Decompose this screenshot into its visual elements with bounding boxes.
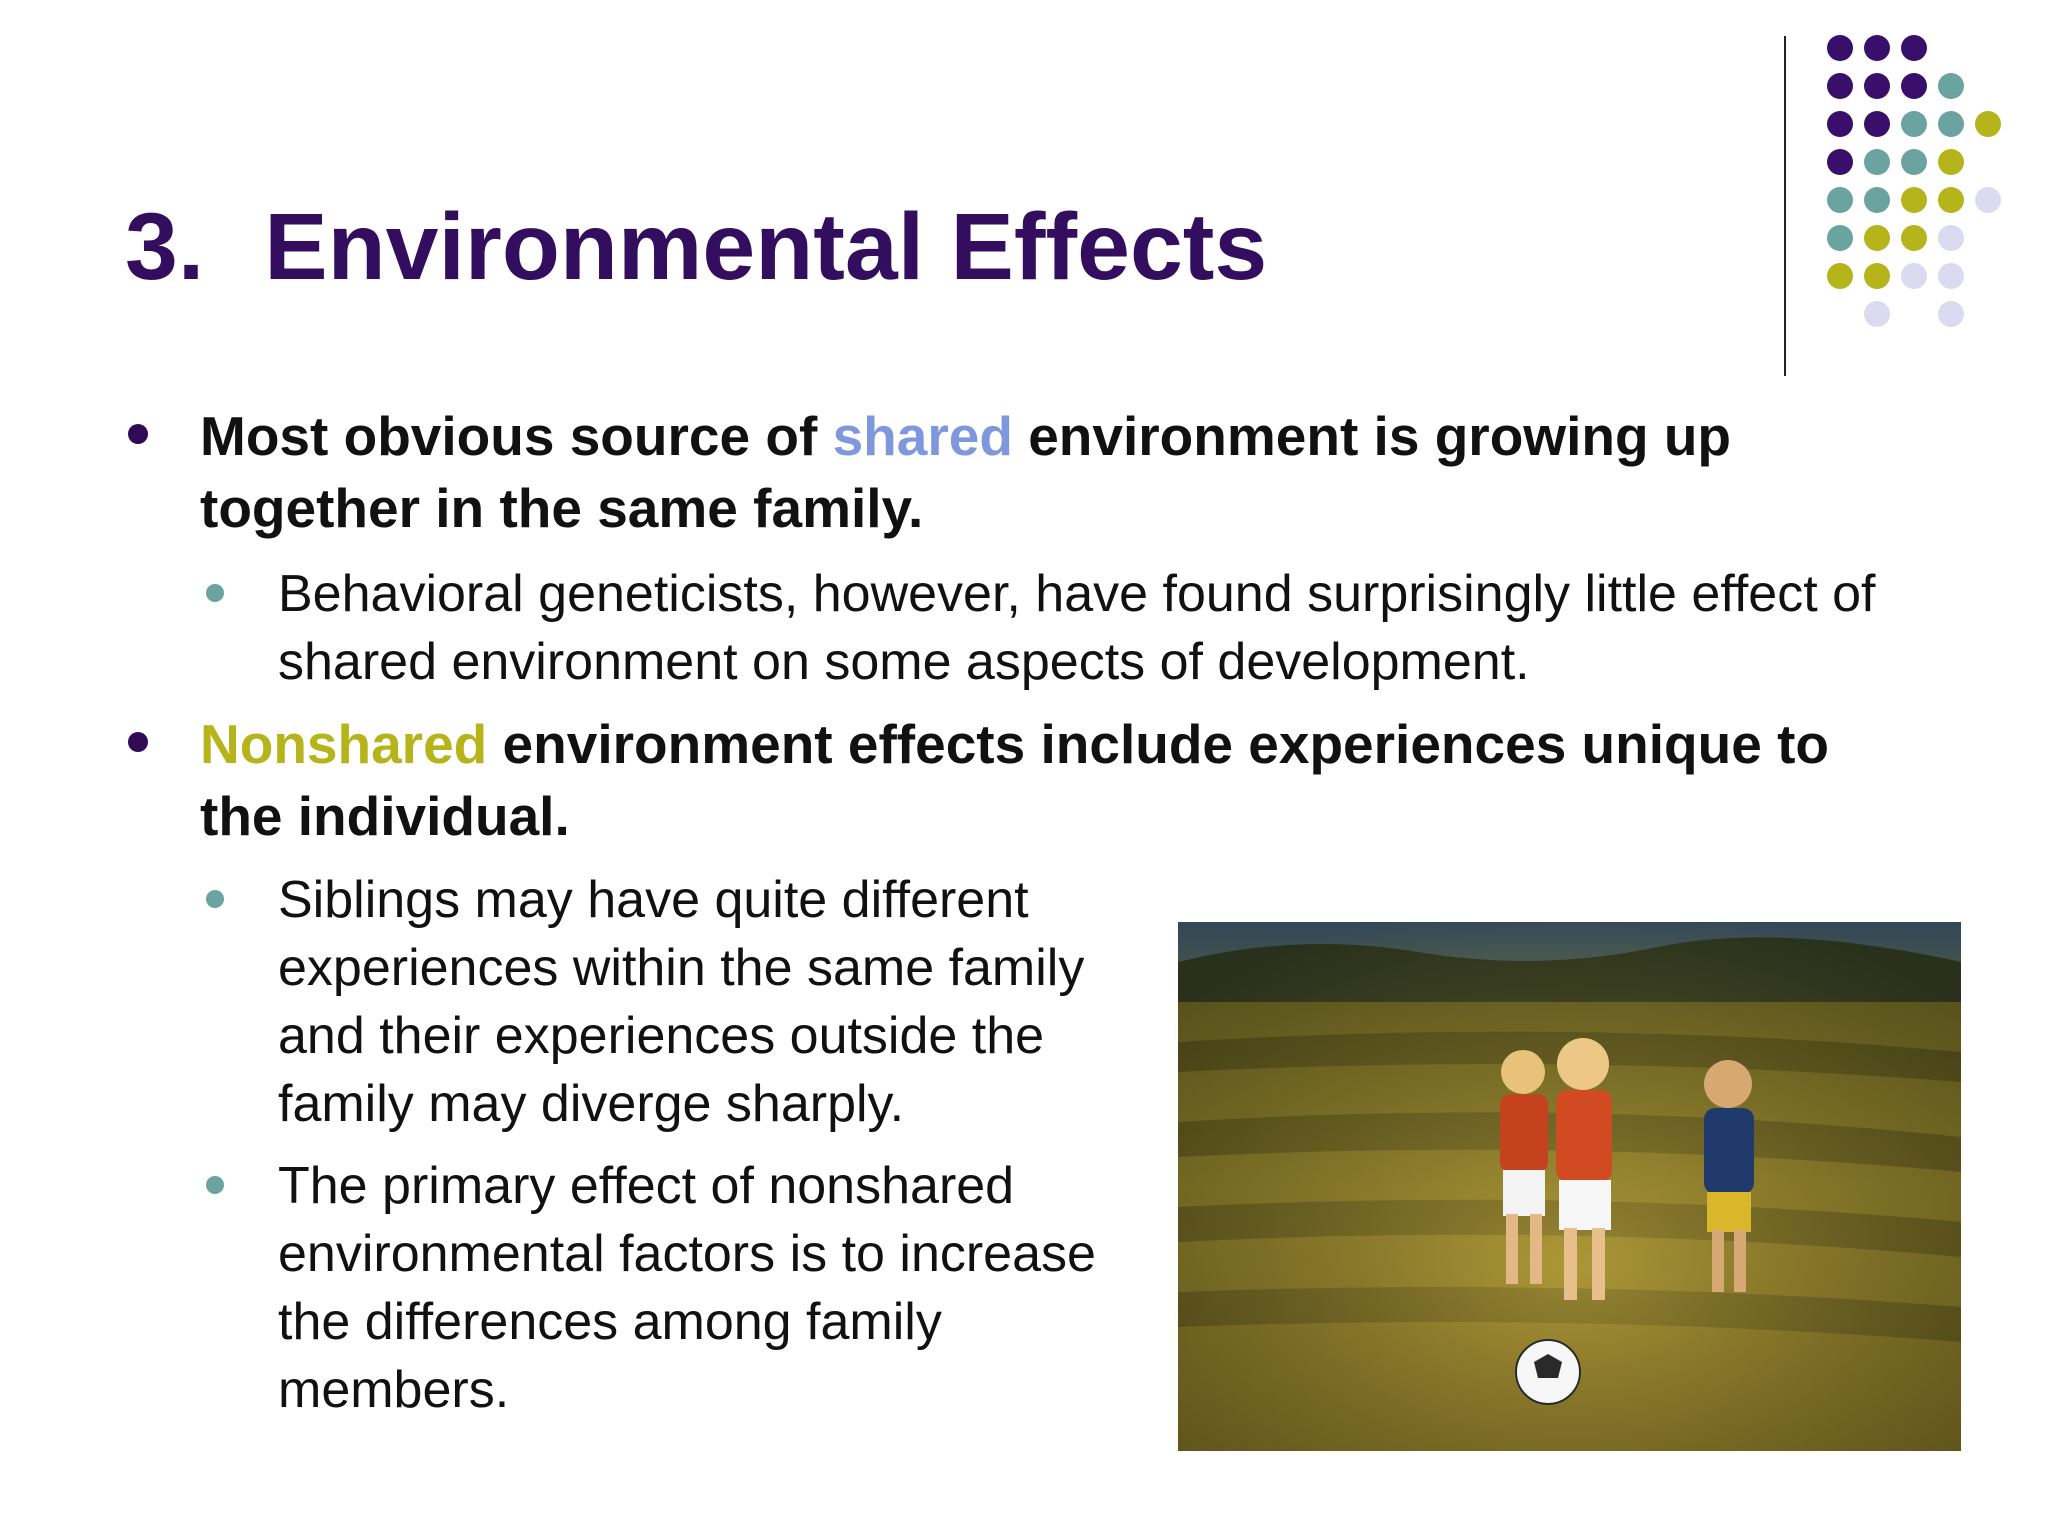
decorative-dot: [1938, 73, 1964, 99]
decorative-dot: [1975, 187, 2001, 213]
decorative-dot: [1938, 187, 1964, 213]
subbullet-text: The primary effect of nonshared environmental factors is to increase the differences among family members.: [278, 1157, 1096, 1419]
decorative-dot: [1901, 149, 1927, 175]
subbullet-dot-icon: [206, 1176, 224, 1194]
decorative-dot: [1864, 225, 1890, 251]
decorative-dot: [1975, 111, 2001, 137]
bullet-dot-icon: [128, 424, 148, 444]
title-number: 3.: [125, 194, 205, 300]
decorative-dot: [1901, 111, 1927, 137]
decorative-dot: [1864, 149, 1890, 175]
decorative-dot: [1864, 301, 1890, 327]
decorative-dot: [1827, 35, 1853, 61]
subbullet-text: Behavioral geneticists, however, have found surprisingly little effect of shared environment on some aspects of development.: [278, 565, 1876, 691]
bullet-text-part: Most obvious source of: [200, 405, 833, 467]
decorative-dot: [1827, 263, 1853, 289]
decorative-dot: [1901, 73, 1927, 99]
decorative-dot: [1901, 263, 1927, 289]
children-playing-soccer-photo: [1178, 922, 1961, 1451]
decorative-dot: [1827, 225, 1853, 251]
decorative-dot: [1938, 111, 1964, 137]
slide-title: [125, 195, 1267, 300]
decorative-dot: [1864, 187, 1890, 213]
soccer-photo-illustration: [1178, 922, 1961, 1451]
decorative-dot: [1827, 149, 1853, 175]
bullet-dot-icon: [128, 732, 148, 752]
vertical-divider: [1784, 36, 1786, 376]
bullet-text-part: environment is growing up together in the same family.: [200, 405, 1732, 539]
decorative-dot: [1938, 263, 1964, 289]
title-text: Environmental Effects: [264, 194, 1268, 300]
bullet-text: [200, 400, 1900, 544]
subbullet-dot-icon: [206, 584, 224, 602]
decorative-dot: [1827, 187, 1853, 213]
decorative-dot: [1938, 225, 1964, 251]
decorative-dot: [1864, 73, 1890, 99]
bullet-text-part: environment effects include experiences unique to the individual.: [200, 713, 1830, 847]
decorative-dot: [1864, 111, 1890, 137]
subbullet-text: Siblings may have quite different experiences within the same family and their experiences outside the family may diverge sharply.: [278, 871, 1085, 1133]
decorative-dot: [1901, 187, 1927, 213]
highlight-shared: shared: [832, 405, 1013, 467]
decorative-dot: [1864, 35, 1890, 61]
highlight-nonshared: Nonshared: [200, 713, 488, 775]
decorative-dot: [1938, 301, 1964, 327]
decorative-dot: [1901, 225, 1927, 251]
decorative-dot: [1864, 263, 1890, 289]
bullet-text: [200, 708, 1920, 852]
decorative-dot: [1938, 149, 1964, 175]
decorative-dot: [1901, 35, 1927, 61]
subbullet-dot-icon: [206, 890, 224, 908]
decorative-dot: [1827, 111, 1853, 137]
decorative-dot: [1827, 73, 1853, 99]
